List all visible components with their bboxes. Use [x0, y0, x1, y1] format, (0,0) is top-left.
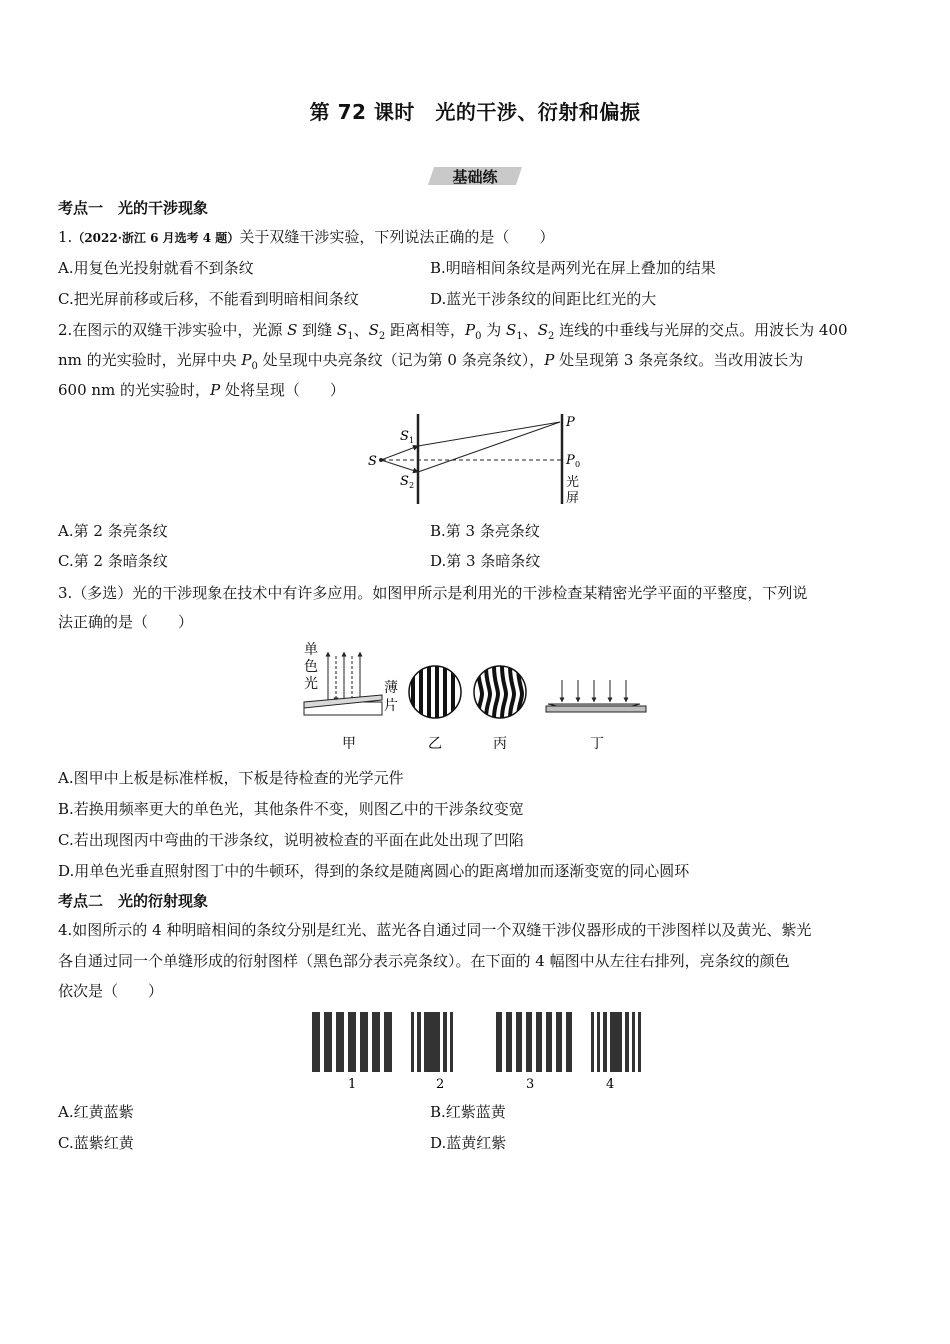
section-heading-2: 考点二 光的衍射现象	[58, 892, 209, 910]
section-heading-1: 考点一 光的干涉现象	[58, 199, 209, 217]
q2-symbol-s1: S	[336, 321, 348, 339]
q2-option-b[interactable]: B.第 3 条亮条纹	[430, 522, 540, 540]
q2-symbol-p0: P	[241, 351, 252, 369]
q4-stem-line-2: 各自通过同一个单缝形成的衍射图样（黑色部分表示亮条纹）。在下面的 4 幅图中从左往右排列，亮条纹的颜色	[58, 952, 790, 970]
pattern-1	[312, 1012, 392, 1072]
straight-fringes	[411, 666, 455, 718]
q1-option-c[interactable]: C.把光屏前移或后移，不能看到明暗相间条纹	[58, 290, 359, 308]
q2-stem-line-1	[58, 320, 848, 347]
label-yi: 乙	[428, 736, 442, 752]
q2-symbol-p: P	[544, 351, 555, 369]
q2-text: nm 的光实验时，光屏中央	[58, 351, 242, 369]
q1-option-a[interactable]: A.用复色光投射就看不到条纹	[58, 259, 254, 277]
q2-sub: 2	[378, 331, 386, 342]
q2-symbol-p: P	[210, 381, 221, 399]
q2-text: 2.在图示的双缝干涉实验中，光源	[58, 321, 288, 339]
pattern-label-1: 1	[348, 1077, 357, 1092]
q2-stem-line-2	[58, 350, 803, 377]
label-jia: 甲	[342, 736, 356, 752]
pattern-3	[496, 1012, 572, 1072]
pattern-label-4: 4	[606, 1077, 615, 1092]
q2-sep: 、	[353, 321, 369, 339]
q2-text: 处呈现第 3 条亮条纹。当改用波长为	[554, 351, 804, 369]
q2-symbol-p0: P	[465, 321, 476, 339]
q1-option-b[interactable]: B.明暗相间条纹是两列光在屏上叠加的结果	[430, 259, 716, 277]
q4-option-a[interactable]: A.红黄蓝紫	[58, 1103, 134, 1121]
double-slit-diagram	[360, 410, 600, 512]
interference-check-diagram	[298, 640, 658, 755]
label-s: S	[368, 454, 377, 469]
pattern-4	[591, 1012, 641, 1072]
page-title: 第 72 课时 光的干涉、衍射和偏振	[309, 100, 641, 124]
pattern-2	[411, 1012, 453, 1072]
badge-label: 基础练	[452, 168, 498, 186]
q3-option-b[interactable]: B.若换用频率更大的单色光，其他条件不变，则图乙中的干涉条纹变宽	[58, 800, 524, 818]
q2-text: 处将呈现（ ）	[220, 381, 345, 399]
q1-text: 关于双缝干涉实验，下列说法正确的是（ ）	[239, 228, 555, 246]
q2-symbol-s: S	[287, 321, 298, 339]
q4-stem-line-3: 依次是（ ）	[58, 982, 164, 1000]
ray-s-s1	[381, 446, 418, 460]
q3-stem-line-1: 3.（多选）光的干涉现象在技术中有许多应用。如图甲所示是利用光的干涉检查某精密光学平面的平整度，下列说	[58, 584, 808, 602]
question-1-stem	[58, 227, 554, 248]
label-p0: P	[566, 453, 575, 468]
ray-s1-p	[418, 422, 560, 446]
label-screen-2: 屏	[566, 491, 580, 506]
label-s1-sub: 1	[409, 436, 415, 445]
q2-option-a[interactable]: A.第 2 条亮条纹	[58, 522, 168, 540]
label-screen-1: 光	[566, 475, 580, 490]
q4-option-c[interactable]: C.蓝紫红黄	[58, 1134, 134, 1152]
q2-text: 为	[481, 321, 507, 339]
q2-sep: 、	[522, 321, 538, 339]
q2-sub: 2	[548, 331, 555, 342]
q2-symbol-s2: S	[537, 321, 548, 339]
label-ding: 丁	[590, 736, 604, 752]
q2-symbol-s1: S	[506, 321, 517, 339]
q2-text: 距离相等，	[385, 321, 466, 339]
q2-text: 连线的中垂线与光屏的交点。用波长为 400	[554, 321, 848, 339]
label-s1: S	[400, 429, 409, 444]
q3-option-d[interactable]: D.用单色光垂直照射图丁中的牛顿环，得到的条纹是随离圆心的距离增加而逐渐变宽的同心圆环	[58, 862, 690, 880]
q2-sub: 0	[475, 331, 482, 342]
q4-option-b[interactable]: B.红紫蓝黄	[430, 1103, 506, 1121]
q3-stem-line-2: 法正确的是（ ）	[58, 613, 194, 631]
q3-option-c[interactable]: C.若出现图丙中弯曲的干涉条纹，说明被检查的平面在此处出现了凹陷	[58, 831, 524, 849]
q2-stem-line-3	[58, 380, 345, 400]
label-s2: S	[400, 474, 409, 489]
ray-s-s2	[381, 460, 418, 472]
label-pian: 片	[384, 698, 398, 714]
q4-option-d[interactable]: D.蓝黄红紫	[430, 1134, 507, 1152]
q4-stem-line-1: 4.如图所示的 4 种明暗相间的条纹分别是红光、蓝光各自通过同一个双缝干涉仪器形成的干涉图样以及黄光、紫光	[58, 921, 812, 939]
label-p: P	[566, 415, 575, 430]
label-s2-sub: 2	[409, 481, 415, 490]
label-guang: 光	[304, 676, 318, 692]
q1-number: 1.	[58, 228, 73, 246]
fringe-patterns-figure	[300, 1008, 650, 1098]
label-bo: 薄	[384, 680, 398, 696]
q2-symbol-s2: S	[368, 321, 379, 339]
q2-text: 到缝	[297, 321, 337, 339]
q2-sub: 1	[516, 331, 523, 342]
label-bing: 丙	[493, 736, 507, 752]
q2-option-d[interactable]: D.第 3 条暗条纹	[430, 552, 541, 570]
glass-plate	[546, 706, 646, 712]
section-badge	[428, 165, 522, 187]
pattern-label-3: 3	[526, 1077, 535, 1092]
q1-source: （2022·浙江 6 月选考 4 题）	[72, 231, 240, 245]
q2-text: 600 nm 的光实验时，	[58, 381, 211, 399]
label-dan: 单	[304, 642, 318, 658]
q1-option-d[interactable]: D.蓝光干涉条纹的间距比红光的大	[430, 290, 657, 308]
ray-s2-p	[418, 422, 560, 472]
q2-option-c[interactable]: C.第 2 条暗条纹	[58, 552, 168, 570]
pattern-label-2: 2	[436, 1077, 445, 1092]
q2-sub: 1	[347, 331, 354, 342]
q2-sub: 0	[251, 361, 258, 372]
label-se: 色	[304, 659, 318, 675]
label-p0-sub: 0	[575, 460, 581, 469]
bent-fringes	[478, 666, 522, 718]
q3-option-a[interactable]: A.图甲中上板是标准样板，下板是待检查的光学元件	[58, 769, 404, 787]
q2-text: 处呈现中央亮条纹（记为第 0 条亮条纹），	[257, 351, 545, 369]
